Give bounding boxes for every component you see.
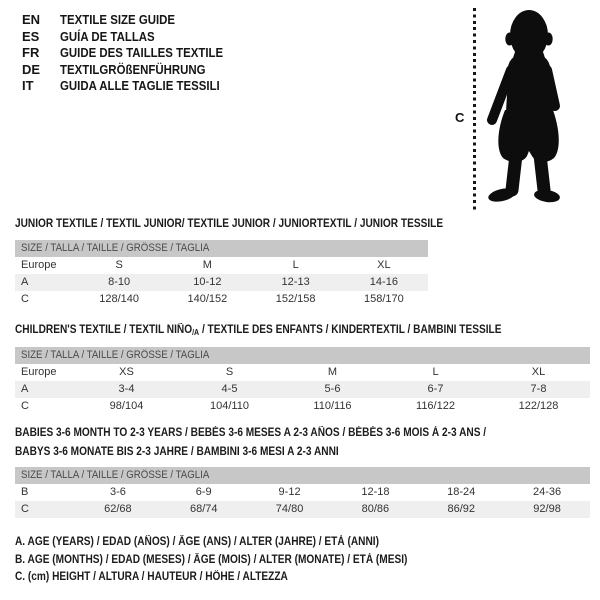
table-cell: 12-13	[281, 276, 310, 288]
table-cell: 152/158	[275, 293, 316, 305]
toddler-silhouette-image	[483, 10, 570, 207]
table-cell: 18-24	[447, 486, 476, 498]
footnote-c-text: C. (cm) HEIGHT / ALTURA / HAUTEUR / HÖHE / ALTEZZA	[15, 571, 288, 583]
section-title-junior	[15, 218, 501, 230]
language-code: FR	[22, 45, 40, 60]
table-cell: 9-12	[278, 486, 301, 498]
footnote-c	[15, 569, 461, 587]
language-code: EN	[22, 12, 41, 27]
size-header-label: SIZE / TALLA / TAILLE / GRÖSSE / TAGLIA	[21, 242, 210, 254]
table-cell: 86/92	[447, 503, 475, 515]
section-title-babies	[15, 424, 550, 462]
title-part-subscript: /A	[192, 328, 200, 337]
size-header-label: SIZE / TALLA / TAILLE / GRÖSSE / TAGLIA	[21, 469, 210, 481]
table-cell: 5-6	[324, 383, 341, 395]
row-label: C	[21, 293, 29, 305]
table-cell: 92/98	[533, 503, 561, 515]
table-cell: 68/74	[189, 503, 218, 515]
section-title-children-text	[15, 324, 501, 337]
footnote-a-text: A. AGE (YEARS) / EDAD (AÑOS) / ÂGE (ANS) / ALTER (JAHRE) / ETÀ (ANNI)	[15, 536, 379, 548]
table-cell: 12-18	[361, 486, 390, 498]
footnote-b-text: B. AGE (MONTHS) / EDAD (MESES) / ÂGE (MOIS) / ALTER (MONATE) / ETÀ (MESI)	[15, 553, 408, 566]
table-row-europe	[15, 257, 428, 274]
table-cell: 3-6	[109, 486, 126, 498]
section-title-babies-line1: BABIES 3-6 MONTH TO 2-3 YEARS / BEBÉS 3-6 MESES A 2-3 AÑOS / BÉBÉS 3-6 MOIS À 2-3 ANS /	[15, 427, 487, 439]
table-row-age	[15, 274, 428, 291]
section-title-babies-line2: BABYS 3-6 MONATE BIS 2-3 JAHRE / BAMBINI 3-6 MESI A 2-3 ANNI	[15, 446, 339, 458]
table-cell: 14-16	[369, 276, 398, 288]
language-code: DE	[22, 61, 41, 77]
junior-size-table	[15, 240, 428, 308]
table-row-height	[15, 398, 590, 415]
table-cell: 110/116	[313, 400, 352, 412]
row-label: Europe	[21, 259, 57, 271]
title-part-post: / TEXTILE DES ENFANTS / KINDERTEXTIL / BAMBINI TESSILE	[199, 324, 502, 336]
table-cell: 140/152	[187, 293, 228, 305]
size-header-bar	[15, 347, 590, 364]
table-cell: 122/128	[518, 400, 559, 412]
table-cell: 80/86	[361, 503, 390, 515]
table-cell: 128/140	[99, 293, 139, 305]
language-title-block	[22, 12, 245, 95]
table-cell: 6-7	[427, 383, 444, 395]
language-code: ES	[22, 28, 40, 44]
row-label: C	[21, 400, 29, 412]
children-size-table	[15, 347, 590, 415]
table-cell: 62/68	[104, 503, 132, 515]
row-label: B	[21, 486, 29, 498]
legend-footnotes	[15, 534, 461, 587]
table-cell: 10-12	[193, 276, 222, 288]
language-row-en	[22, 12, 245, 29]
table-cell: S	[115, 259, 123, 271]
table-cell: XL	[377, 259, 391, 271]
row-label: A	[21, 276, 29, 288]
language-code: IT	[22, 78, 34, 93]
section-title-junior-text: JUNIOR TEXTILE / TEXTIL JUNIOR/ TEXTILE JUNIOR / JUNIORTEXTIL / JUNIOR TESSILE	[15, 218, 444, 230]
table-cell: 74/80	[275, 503, 304, 515]
table-cell: 158/170	[363, 293, 404, 305]
size-header-bar	[15, 467, 590, 484]
size-header-bar	[15, 240, 428, 257]
table-cell: M	[202, 259, 212, 271]
language-label: TEXTILGRÖßENFÜHRUNG	[60, 61, 206, 77]
size-header-label: SIZE / TALLA / TAILLE / GRÖSSE / TAGLIA	[21, 349, 210, 361]
table-cell: 6-9	[195, 486, 212, 498]
language-label: TEXTILE SIZE GUIDE	[60, 12, 176, 27]
height-measure-dotted-line	[473, 8, 476, 212]
footnote-b	[15, 552, 461, 570]
table-cell: 3-4	[118, 383, 135, 395]
table-row-age-months	[15, 484, 590, 501]
table-row-europe	[15, 364, 590, 381]
title-part-pre: CHILDREN'S TEXTILE / TEXTIL NIÑO	[15, 324, 193, 336]
table-cell: XS	[119, 366, 134, 378]
row-label: C	[21, 503, 29, 515]
table-row-height	[15, 291, 428, 308]
babies-size-table	[15, 467, 590, 518]
table-cell: XL	[531, 366, 546, 378]
height-measure-label: C	[455, 110, 465, 125]
table-cell: 24-36	[532, 486, 562, 498]
section-title-children	[15, 324, 568, 337]
row-label: Europe	[21, 366, 57, 378]
language-row-es	[22, 29, 245, 46]
language-row-fr	[22, 45, 245, 62]
table-cell: 98/104	[109, 400, 144, 412]
language-label: GUÍA DE TALLAS	[60, 28, 155, 44]
table-row-height	[15, 501, 590, 518]
row-label: A	[21, 383, 29, 395]
table-cell: 104/110	[210, 400, 249, 412]
table-row-age	[15, 381, 590, 398]
table-cell: L	[292, 259, 299, 271]
language-label: GUIDE DES TAILLES TEXTILE	[60, 45, 224, 60]
footnote-a	[15, 534, 461, 552]
table-cell: 7-8	[530, 383, 547, 395]
table-cell: L	[432, 366, 439, 378]
table-cell: M	[327, 366, 338, 378]
language-label: GUIDA ALLE TAGLIE TESSILI	[60, 78, 220, 93]
table-cell: S	[225, 366, 234, 378]
table-cell: 8-10	[108, 276, 131, 288]
language-row-de	[22, 62, 245, 79]
table-cell: 4-5	[221, 383, 238, 395]
table-cell: 116/122	[416, 400, 455, 412]
language-row-it	[22, 78, 245, 95]
